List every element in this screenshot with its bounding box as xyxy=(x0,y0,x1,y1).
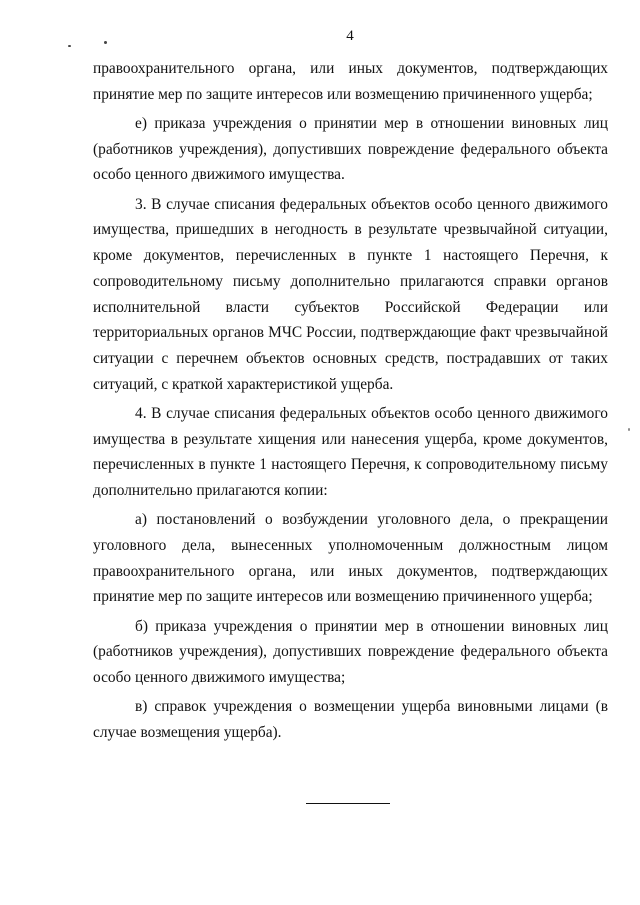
page-number: 4 xyxy=(346,28,354,44)
paragraph-section-3: 3. В случае списания федеральных объектов особо ценного движимого имущества, пришедших в негодность в результате чрезвычайной ситуации, кроме документов, перечисленных в пункте 1 настоящего Перечня, к сопроводительному письму дополнительно прилагаются справки органов исполнительной власти субъектов Российской Федерации или территориальных органов МЧС России, подтверждающие факт чрезвычайной ситуации с перечнем объектов основных средств, пострадавших от таких ситуаций, с краткой характеристикой ущерба. xyxy=(93,195,608,393)
paragraph-continuation: правоохранительного органа, или иных документов, подтверждающих принятие мер по защите интересов или возмещению причиненного ущерба; xyxy=(93,60,608,103)
paragraph-item-e: е) приказа учреждения о принятии мер в отношении виновных лиц (работников учреждения), допустивших повреждение федерального объекта особо ценного движимого имущества. xyxy=(93,115,608,184)
paragraph-item-a: а) постановлений о возбуждении уголовного дела, о прекращении уголовного дела, вынесенных уполномоченным должностным лицом правоохранительного органа, или иных документов, подтверждающих принятие мер по защите интересов или возмещению причиненного ущерба; xyxy=(93,511,608,606)
scan-artifact-dot xyxy=(104,41,107,44)
end-of-document-rule xyxy=(306,803,390,804)
paragraph-section-4: 4. В случае списания федеральных объектов особо ценного движимого имущества в результате хищения или нанесения ущерба, кроме документов, перечисленных в пункте 1 настоящего Перечня, к сопроводительному письму дополнительно прилагаются копии: xyxy=(93,404,608,500)
paragraph-item-b: б) приказа учреждения о принятии мер в отношении виновных лиц (работников учреждения), допустивших повреждение федерального объекта особо ценного движимого имущества; xyxy=(93,617,608,687)
paragraph-item-v: в) справок учреждения о возмещении ущерба виновными лицами (в случае возмещения ущерба). xyxy=(93,698,608,742)
scan-artifact-dot xyxy=(628,428,630,431)
scan-artifact-dot xyxy=(68,45,71,47)
document-body xyxy=(93,56,608,749)
